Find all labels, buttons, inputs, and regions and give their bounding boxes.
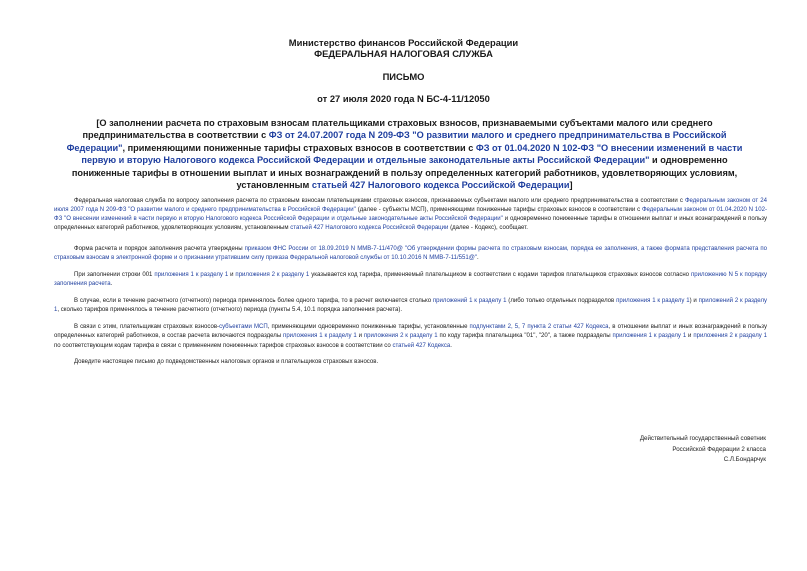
subject-text: [О заполнении расчета по страховым взносам плательщиками страховых взносов, признаваемыми субъектами малого или среднего предпринимательства в соответствии с [82, 118, 713, 141]
paragraph-text: , сколько тарифов применялось в течение расчетного (отчетного) периода (пункты 5.4, 10.1 порядка заполнения расчета). [57, 307, 403, 314]
paragraph-text: В случае, если в течение расчетного (отчетного) периода применялось более одного тарифа, то в расчет включается столько [74, 298, 433, 305]
paragraph-text: ) и [689, 298, 699, 305]
subject-link-fz-209[interactable]: ФЗ от 24.07.2007 года N 209-ФЗ "О развитии малого и среднего предпринимательства в Российской Федерации" [66, 130, 727, 153]
signature-title-line-1: Действительный государственный советник [639, 435, 766, 442]
signature-block [560, 434, 766, 466]
link-msp-subjects[interactable]: субъектами МСП [219, 324, 268, 331]
paragraph-text: . [450, 342, 452, 349]
link-fz-102[interactable]: Федеральным законом от 01.04.2020 N 102-ФЗ "О внесении изменений в части первую и вторую Налогового кодекса Российской Федерации и отдельные законодательные акты Российской Федерации" [54, 207, 768, 223]
link-article-427-code[interactable]: статьей 427 Кодекса [392, 342, 451, 349]
paragraph-text: по коду тарифа плательщика "01", "20", а также подразделы [437, 333, 613, 340]
link-appendix-1-section-1[interactable]: приложения 1 к разделу 1 [283, 333, 357, 340]
link-appendix-1-section-1[interactable]: приложения 1 к разделу 1 [616, 298, 690, 305]
document-type: ПИСЬМО [382, 71, 425, 82]
paragraph-text: , применяющими одновременно пониженные тарифы, установленные [267, 324, 470, 331]
paragraph-text: В связи с этим, плательщикам страховых взносов- [74, 324, 220, 331]
paragraph-text: указывается код тарифа, применяемый плательщиком в соответствии с кодами тарифов плательщиков страховых взносов согласно [309, 272, 691, 279]
paragraph-text: Федеральная налоговая служба по вопросу заполнения расчета по страховым взносам плательщиками страховых взносов, признаваемых субъектами малого или среднего предпринимательства в соответствии с [74, 198, 685, 204]
link-appendix-5-procedure[interactable]: приложению N 5 к порядку заполнения расчета [54, 272, 768, 288]
paragraph-1 [54, 197, 767, 233]
paragraph-text: по соответствующим кодам тарифа в связи с применением пониженных тарифов страховых взносов в соответствии со [54, 342, 393, 349]
link-order-mmv-7-11-470[interactable]: приказом ФНС России от 18.09.2019 N ММВ-7-11/470@ "Об утверждении формы расчета по страховым взносам, порядка ее заполнения, а также формата представления расчета по страховым взносам в электронной форме и о признании утратившим силу приказа Федеральной налоговой службы от 10.10.2016 N ММВ-7-11/551@" [54, 246, 767, 262]
paragraph-text: и [686, 333, 694, 340]
subject-text: ] [569, 180, 573, 191]
paragraph-text: и [356, 333, 364, 340]
paragraph-6 [54, 358, 767, 367]
paragraph-3 [54, 271, 767, 289]
link-appendix-1-section-1[interactable]: приложения 1 к разделу 1 [154, 272, 229, 279]
document-body [54, 197, 767, 375]
paragraph-text: (далее - Кодекс), сообщает. [448, 225, 528, 232]
subject-text: , применяющими пониженные тарифы страховых взносов в соответствии с [122, 142, 476, 153]
paragraph-text: и [228, 272, 236, 279]
paragraph-text: (либо только отдельных подразделов [506, 298, 617, 305]
service-name: ФЕДЕРАЛЬНАЯ НАЛОГОВАЯ СЛУЖБА [314, 48, 493, 59]
paragraph-text: , в отношении выплат и иных вознаграждений в пользу определенных категорий работников, в состав расчета включаются подразделы [54, 324, 767, 340]
paragraph-text: . [477, 255, 479, 262]
paragraph-text: . [110, 281, 113, 288]
paragraph-4 [54, 297, 767, 315]
document-date-number: от 27 июля 2020 года N БС-4-11/12050 [317, 93, 490, 104]
ministry-name: Министерство финансов Российской Федерации [288, 37, 519, 48]
link-appendices-1-section-1[interactable]: приложений 1 к разделу 1 [432, 298, 507, 305]
paragraph-2 [54, 245, 767, 263]
link-appendix-2-section-1[interactable]: приложения 2 к разделу 1 [693, 333, 768, 340]
paragraph-5 [54, 323, 767, 350]
subject-link-fz-102[interactable]: ФЗ от 01.04.2020 N 102-ФЗ "О внесении изменений в части первую и вторую Налогового кодекса Российской Федерации и отдельные законодательные акты Российской Федерации" [81, 142, 743, 166]
paragraph-text: Доведите настоящее письмо до подведомственных налоговых органов и плательщиков страховых взносов. [74, 359, 379, 366]
signature-title-line-2: Российской Федерации 2 класса [672, 445, 766, 453]
link-article-427[interactable]: статьей 427 Налогового кодекса Российской Федерации [290, 225, 449, 232]
signature-name: С.Л.Бондарчук [723, 456, 766, 463]
paragraph-text: и одновременно пониженные тарифы в отношении выплат и иных вознаграждений в пользу определенных категорий работников, удовлетворяющих условиям, установленным [54, 216, 768, 232]
paragraph-text: При заполнении строки 001 [74, 272, 155, 279]
subject-text: и одновременно пониженные тарифы в отношении выплат и иных вознаграждений в пользу определенных категорий работников, удовлетворяющих условиям, установленным [71, 155, 738, 191]
link-appendix-1-section-1[interactable]: приложения 1 к разделу 1 [612, 333, 687, 340]
link-appendix-2-section-1[interactable]: приложения 2 к разделу 1 [363, 333, 438, 340]
link-fz-209[interactable]: Федеральным законом от 24 июля 2007 года N 209-ФЗ "О развитии малого и среднего предпринимательства в Российской Федерации" [54, 198, 767, 214]
subject-link-article-427[interactable]: статьей 427 Налогового кодекса Российской Федерации [311, 180, 570, 191]
link-appendix-2-section-1[interactable]: приложения 2 к разделу 1 [235, 272, 310, 279]
link-appendices-2-section-1[interactable]: приложений 2 к разделу 1 [54, 298, 768, 314]
paragraph-text: Форма расчета и порядок заполнения расчета утверждены [74, 246, 245, 253]
link-article-427-subclauses[interactable]: подпунктами 2, 5, 7 пункта 2 статьи 427 Кодекса [469, 324, 609, 331]
paragraph-text: (далее - субъекты МСП), применяющими пониженные тарифы страховых взносов в соответствии с [355, 207, 642, 214]
document-subject [52, 117, 757, 191]
